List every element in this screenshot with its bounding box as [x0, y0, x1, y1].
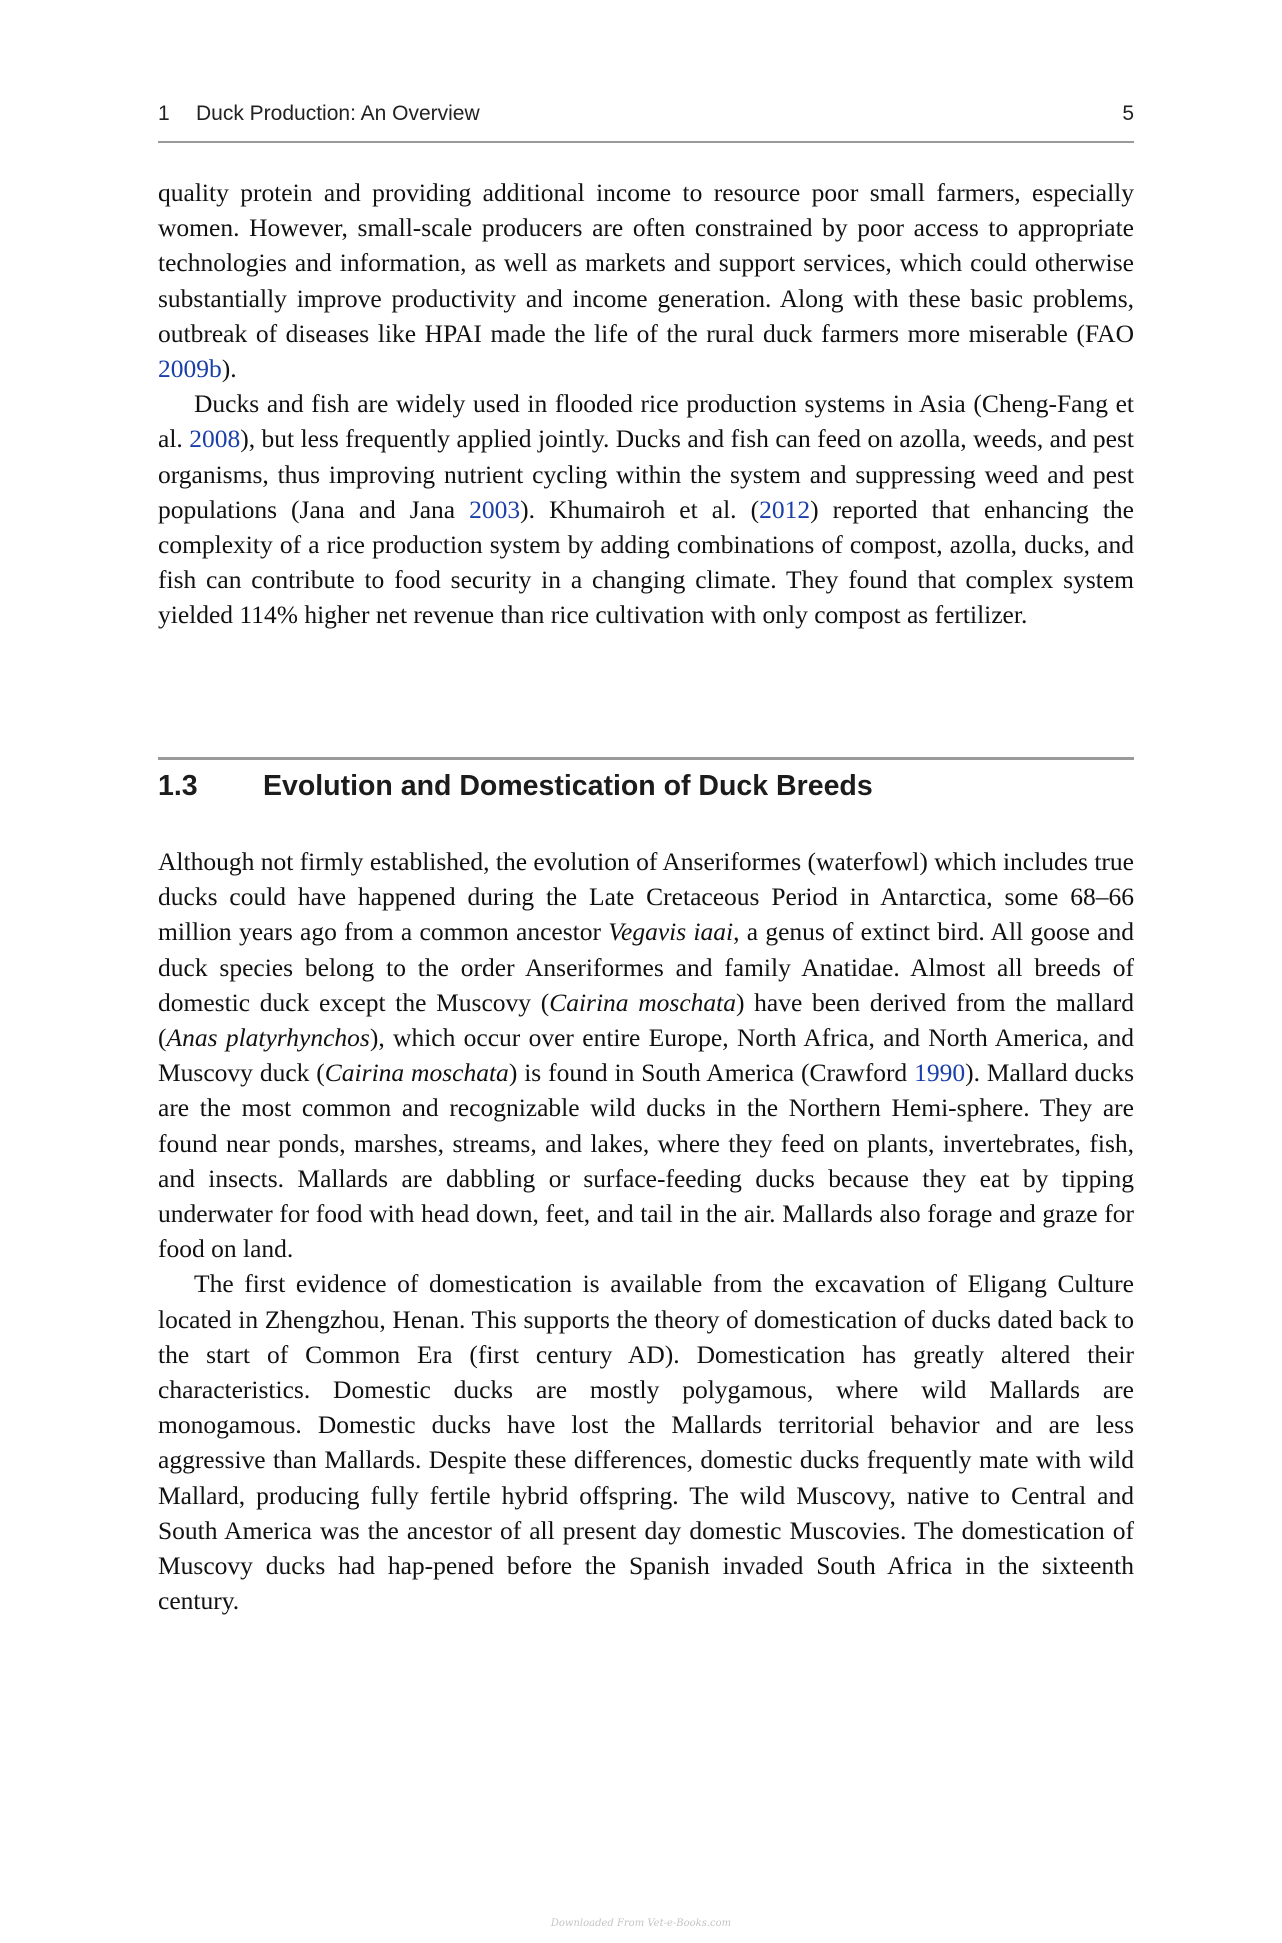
- paragraph-2: Ducks and fish are widely used in flooded rice production systems in Asia (Cheng-Fang et al. 2008), but less frequently applied jointly. Ducks and fish can feed on azolla, weeds, and pest organisms, thus improving nutrient cycling within the system and suppressing weed and pest populations (Jana and Jana 2003). Khumairoh et al. (2012) reported that enhancing the complexity of a rice production system by adding combinations of compost, azolla, ducks, and fish can contribute to food security in a changing climate. They found that complex system yielded 114% higher net revenue than rice cultivation with only compost as fertilizer.: [158, 389, 1135, 630]
- download-watermark: Downloaded From Vet-e-Books.com: [550, 1918, 732, 1929]
- section-title: Evolution and Domestication of Duck Breeds: [263, 770, 873, 802]
- running-head: [158, 102, 1134, 132]
- chapter-number: 1: [158, 102, 170, 125]
- section-number: 1.3: [158, 770, 198, 802]
- species-name-cairina-2: Cairina moschata: [324, 1058, 509, 1088]
- header-divider: [158, 141, 1134, 143]
- citation-link-crawford-1990[interactable]: 1990: [914, 1058, 966, 1088]
- paragraph-3: Although not firmly established, the evolution of Anseriformes (waterfowl) which includes true ducks could have happened during the Late Cretaceous Period in Antarctica, some 68–66 million years ago from a common ancestor Vegavis iaai, a genus of extinct bird. All goose and duck species belong to the order Anseriformes and family Anatidae. Almost all breeds of domestic duck except the Muscovy (Cairina moschata) have been derived from the mallard (Anas platyrhynchos), which occur over entire Europe, North Africa, and North America, and Muscovy duck (Cairina moschata) is found in South America (Crawford 1990). Mallard ducks are the most common and recognizable wild ducks in the Northern Hemi-sphere. They are found near ponds, marshes, streams, and lakes, where they feed on plants, invertebrates, fish, and insects. Mallards are dabbling or surface-feeding ducks because they eat by tipping underwater for food with head down, feet, and tail in the air. Mallards also forage and graze for food on land.: [158, 847, 1135, 1264]
- citation-link-fao-2009b[interactable]: 2009b: [158, 354, 222, 384]
- paragraph-1: quality protein and providing additional income to resource poor small farmers, especially women. However, small-scale producers are often constrained by poor access to appropriate technologies and information, as well as markets and support services, which could otherwise substantially improve productivity and income generation. Along with these basic problems, outbreak of diseases like HPAI made the life of the rural duck farmers more miserable (FAO 2009b).: [158, 178, 1134, 384]
- species-name-anas: Anas platyrhynchos: [166, 1023, 370, 1053]
- section-divider: [158, 757, 1134, 760]
- citation-link-jana-2003[interactable]: 2003: [469, 494, 521, 524]
- citation-link-khumairoh-2012[interactable]: 2012: [759, 494, 811, 524]
- species-name-vegavis: Vegavis iaai: [608, 917, 734, 947]
- page-number: 5: [1122, 102, 1134, 125]
- body-block-upper: [158, 175, 1134, 633]
- species-name-cairina: Cairina moschata: [549, 987, 736, 1017]
- citation-link-cheng-fang-2008[interactable]: 2008: [189, 424, 241, 454]
- body-block-lower: [158, 844, 1134, 1618]
- chapter-title: Duck Production: An Overview: [196, 102, 480, 125]
- paragraph-4: The first evidence of domestication is available from the excavation of Eligang Culture located in Zhengzhou, Henan. This supports the theory of domestication of ducks dated back to the start of Common Era (first century AD). Domestication has greatly altered their characteristics. Domestic ducks are mostly polygamous, where wild Mallards are monogamous. Domestic ducks have lost the Mallards territorial behavior and are less aggressive than Mallards. Despite these differences, domestic ducks frequently mate with wild Mallard, producing fully fertile hybrid offspring. The wild Muscovy, native to Central and South America was the ancestor of all present day domestic Muscovies. The domestication of Muscovy ducks had hap-pened before the Spanish invaded South Africa in the sixteenth century.: [158, 1269, 1134, 1616]
